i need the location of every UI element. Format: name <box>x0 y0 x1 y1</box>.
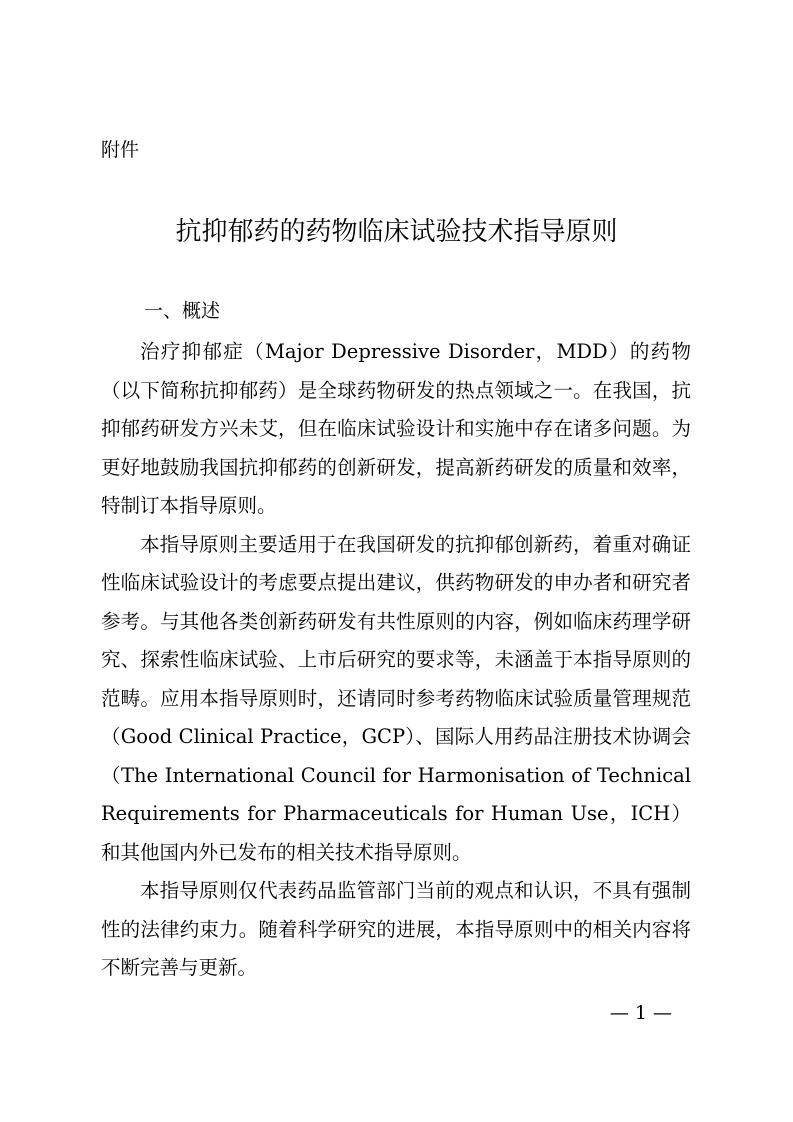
page-number-footer <box>0 1000 793 1026</box>
paragraph-1: 治疗抑郁症（Major Depressive Disorder，MDD）的药物（以下简称抗抑郁药）是全球药物研发的热点领域之一。在我国，抗抑郁药研发方兴未艾，但在临床试验设计和实施中存在诸多问题。为更好地鼓励我国抗抑郁药的创新研发，提高新药研发的质量和效率，特制订本指导原则。 <box>101 340 691 517</box>
page-number: — 1 — <box>609 1002 672 1024</box>
section-body <box>101 333 691 988</box>
paragraph-2: 本指导原则主要适用于在我国研发的抗抑郁创新药，着重对确证性临床试验设计的考虑要点提出建议，供药物研发的申办者和研究者参考。与其他各类创新药研发有共性原则的内容，例如临床药理学研究、探索性临床试验、上市后研究的要求等，未涵盖于本指导原则的范畴。应用本指导原则时，还请同时参考药物临床试验质量管理规范（Good Clinical Practice，GCP）、国际人用药品注册技术协调会（The International Council for Harmonisation of Technical Requirements for Pharmaceuticals for Human Use，ICH）和其他国内外已发布的相关技术指导原则。 <box>101 532 691 864</box>
document-title: 抗抑郁药的药物临床试验技术指导原则 <box>175 217 618 247</box>
section-heading: 一、概述 <box>144 300 221 322</box>
attachment-label: 附件 <box>101 139 140 161</box>
paragraph-3: 本指导原则仅代表药品监管部门当前的观点和认识，不具有强制性的法律约束力。随着科学研究的进展，本指导原则中的相关内容将不断完善与更新。 <box>101 879 691 979</box>
